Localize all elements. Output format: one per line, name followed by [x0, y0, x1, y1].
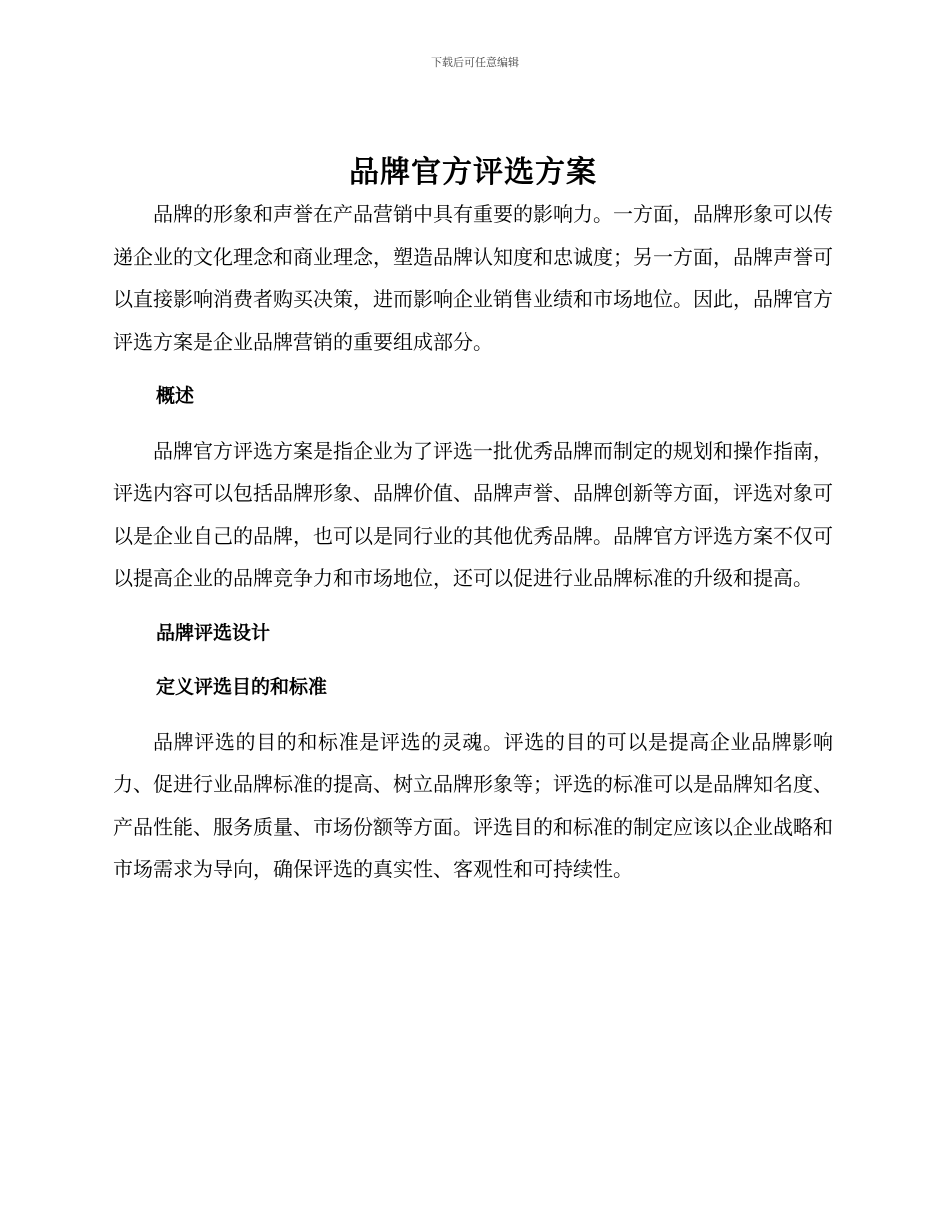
page-header-note: 下载后可任意编辑 [431, 56, 519, 69]
document-body [113, 150, 833, 891]
overview-paragraph: 品牌官方评选方案是指企业为了评选一批优秀品牌而制定的规划和操作指南，评选内容可以包括品牌形象、品牌价值、品牌声誉、品牌创新等方面，评选对象可以是企业自己的品牌，也可以是同行业的其他优秀品牌。品牌官方评选方案不仅可以提高企业的品牌竞争力和市场地位，还可以促进行业品牌标准的升级和提高。 [113, 438, 833, 590]
section-heading-overview: 概述 [156, 385, 195, 407]
goal-paragraph: 品牌评选的目的和标准是评选的灵魂。评选的目的可以是提高企业品牌影响力、促进行业品牌标准的提高、树立品牌形象等；评选的标准可以是品牌知名度、产品性能、服务质量、市场份额等方面。评选目的和标准的制定应该以企业战略和市场需求为导向，确保评选的真实性、客观性和可持续性。 [113, 729, 833, 881]
intro-paragraph: 品牌的形象和声誉在产品营销中具有重要的影响力。一方面，品牌形象可以传递企业的文化理念和商业理念，塑造品牌认知度和忠诚度；另一方面，品牌声誉可以直接影响消费者购买决策，进而影响企业销售业绩和市场地位。因此，品牌官方评选方案是企业品牌营销的重要组成部分。 [113, 202, 833, 354]
section-heading-design: 品牌评选设计 [156, 621, 271, 644]
section-heading-goal: 定义评选目的和标准 [156, 676, 328, 698]
document-title: 品牌官方评选方案 [349, 155, 597, 190]
